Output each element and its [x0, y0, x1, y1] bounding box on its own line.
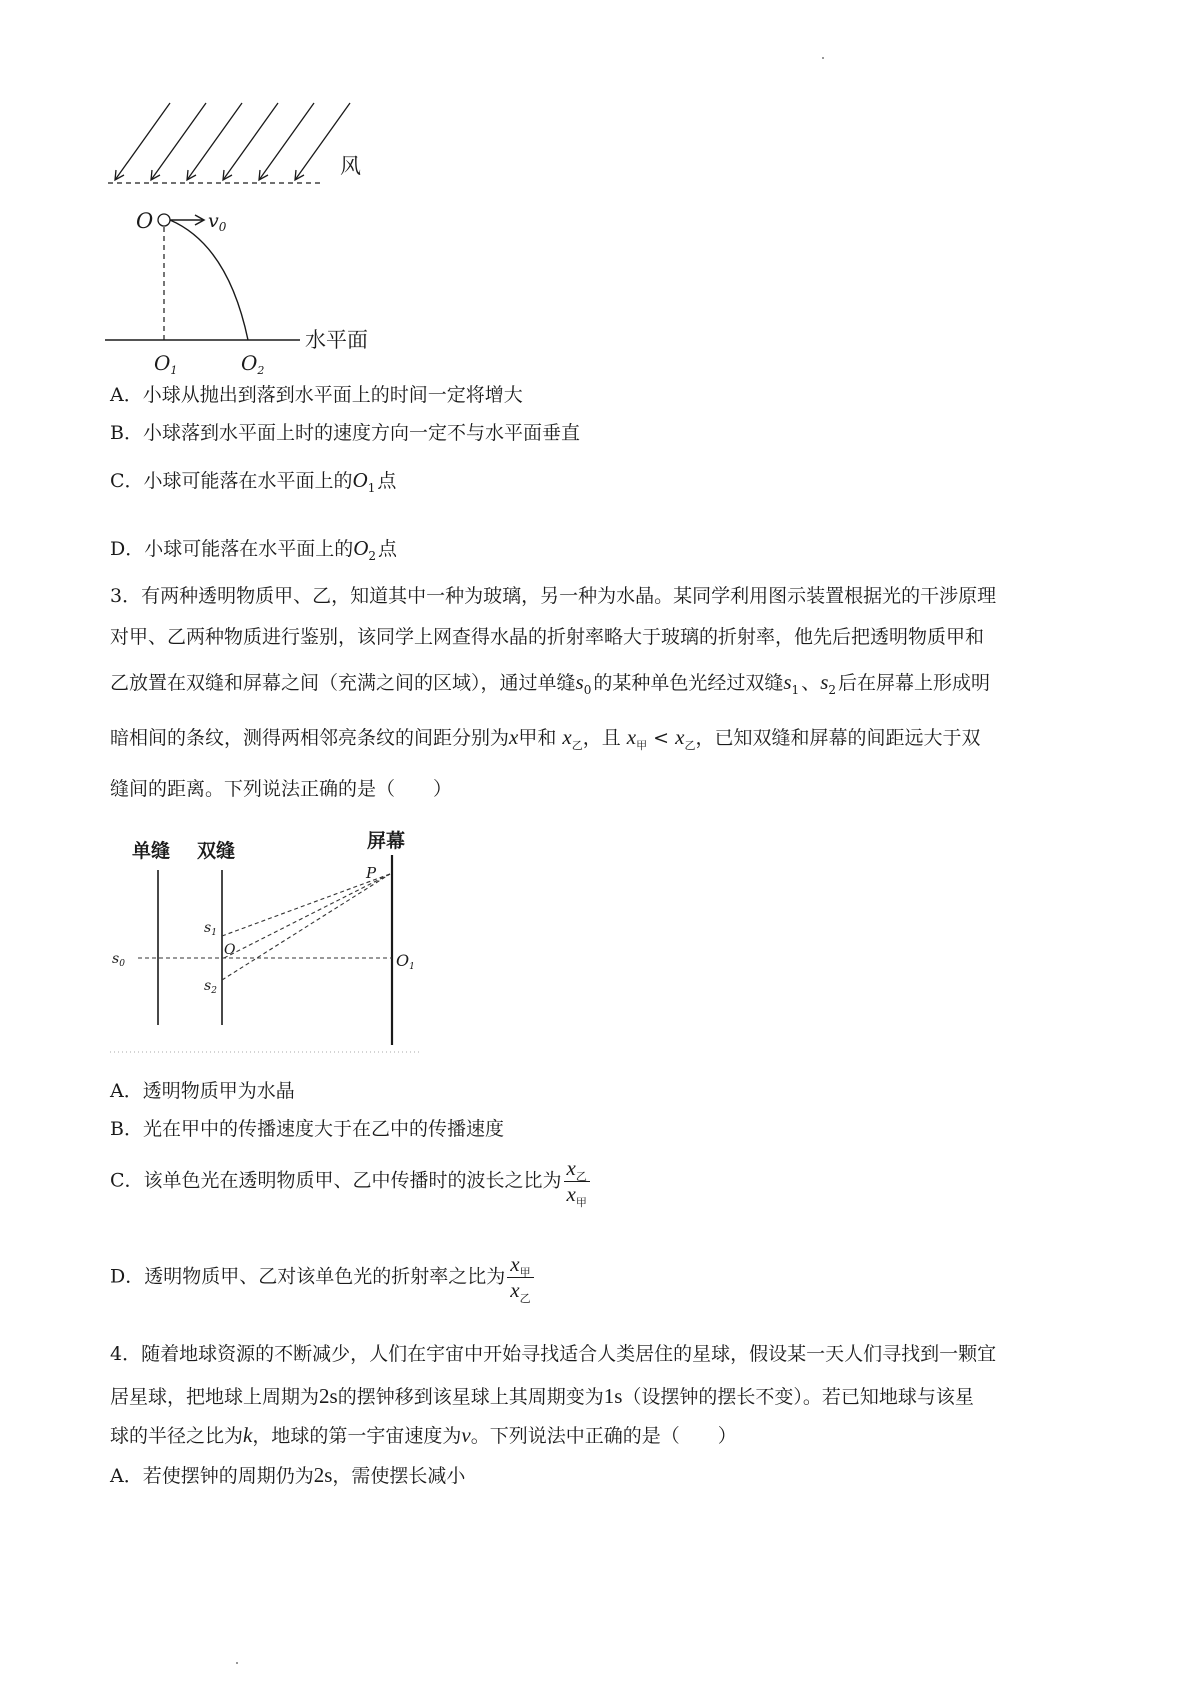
wind-arrow	[151, 103, 206, 180]
q3-stem-line3: 乙放置在双缝和屏幕之间（充满之间的区域），通过单缝$s_0$ 的某种单色光经过双缝$s_1$ 、$s_2$ 后在屏幕上形成明	[110, 670, 991, 697]
wind-arrow	[223, 103, 278, 180]
fraction-index-ratio: $\frac{x_甲}{x_乙}$	[507, 1254, 533, 1301]
wind-arrows	[115, 103, 350, 180]
q3-stem-line1: 3．有两种透明物质甲、乙，知道其中一种为玻璃，另一种为水晶。某同学利用图示装置根据光的干涉原理	[110, 585, 997, 607]
q2-option-c: C．小球可能落在水平面上的$O_1$ 点	[110, 468, 397, 495]
ball	[158, 214, 170, 226]
label-s1: $s_1$	[204, 920, 217, 938]
fraction-wavelength-ratio: $\frac{x_乙}{x_甲}$	[564, 1158, 590, 1205]
label-o: O	[224, 942, 236, 958]
label-p: P	[366, 864, 377, 882]
q4-stem-line3: 球的半径之比为k，地球的第一宇宙速度为v。下列说法中正确的是（ ）	[110, 1423, 737, 1447]
q4-option-a: A．若使摆钟的周期仍为2s，需使摆长减小	[110, 1463, 466, 1487]
q3-stem-line2: 对甲、乙两种物质进行鉴别，该同学上网查得水晶的折射率略大于玻璃的折射率，他先后把透明物质甲和	[110, 626, 985, 648]
q2-option-b: B．小球落到水平面上时的速度方向一定不与水平面垂直	[110, 422, 580, 444]
label-o: O	[136, 209, 154, 233]
scan-speck	[822, 57, 824, 59]
q3-stem-line4: 暗相间的条纹，测得两相邻亮条纹的间距分别为x甲和 $x_乙$，且 $x_甲 < x_乙$，已知双缝和屏幕的间距远大于双	[110, 725, 981, 752]
q4-stem-line2: 居星球，把地球上周期为2s的摆钟移到该星球上其周期变为1s（设摆钟的摆长不变）。若已知地球与该星	[110, 1384, 974, 1408]
double-slit-label: 双缝	[197, 840, 236, 862]
ground-label: 水平面	[305, 328, 368, 352]
q3-option-b: B．光在甲中的传播速度大于在乙中的传播速度	[110, 1118, 504, 1140]
wind-arrow	[259, 103, 314, 180]
q4-stem-line1: 4．随着地球资源的不断减少，人们在宇宙中开始寻找适合人类居住的星球，假设某一天人们寻找到一颗宜	[110, 1343, 997, 1365]
label-o1: $O_1$	[154, 351, 178, 377]
single-slit-label: 单缝	[132, 840, 171, 862]
q3-option-d: D．透明物质甲、乙对该单色光的折射率之比为 $\frac{x_甲}{x_乙}$	[110, 1254, 534, 1301]
wind-arrow	[187, 103, 242, 180]
wind-arrow	[115, 103, 170, 180]
scan-speck	[236, 1662, 238, 1664]
figure-wind-projectile	[100, 95, 420, 377]
label-v0: $v_0$	[208, 210, 227, 234]
q3-option-c: C．该单色光在透明物质甲、乙中传播时的波长之比为 $\frac{x_乙}{x_甲}$	[110, 1158, 590, 1205]
trajectory	[170, 220, 248, 340]
label-o2: $O_2$	[241, 351, 265, 377]
q2-option-a: A．小球从抛出到落到水平面上的时间一定将增大	[110, 384, 523, 406]
label-s2: $s_2$	[204, 978, 217, 996]
q3-stem-line5: 缝间的距离。下列说法正确的是（ ）	[110, 778, 453, 800]
ray-o-p	[224, 874, 390, 958]
figure-double-slit	[110, 830, 430, 1058]
wind-label: 风	[340, 154, 361, 178]
ray-s2-p	[222, 874, 390, 980]
q3-option-a: A．透明物质甲为水晶	[110, 1080, 295, 1102]
q2-option-d: D．小球可能落在水平面上的$O_2$ 点	[110, 536, 398, 563]
screen-label: 屏幕	[367, 830, 406, 852]
label-s0: $s_0$	[112, 951, 125, 969]
label-o1: O1	[396, 951, 415, 972]
